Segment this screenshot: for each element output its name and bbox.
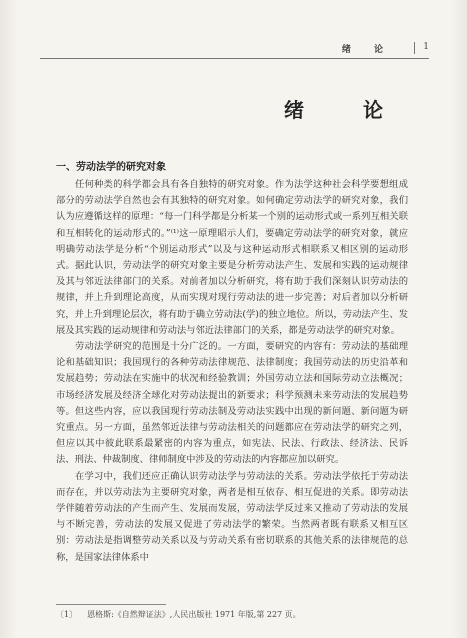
footnote-text: 恩格斯:《自然辩证法》,人民出版社 1971 年版,第 227 页。 (87, 610, 301, 619)
chapter-title: 绪 论 (284, 98, 409, 122)
footnote (56, 609, 416, 620)
footnote-divider (56, 604, 166, 605)
main-content (56, 160, 408, 566)
paragraph-3: 在学习中，我们还应正确认识劳动法学与劳动法的关系。劳动法学依托于劳动法而存在，并以劳动法为主要研究对象，两者是相互依存、相互促进的关系。即劳动法学伴随着劳动法的产生而产生、发展而发展，劳动法学反过来又推动了劳动法的发展与不断完善，劳动法的发展又促进了劳动法学的繁荣。当然两者既有联系又相互区别：劳动法是指调整劳动关系以及与劳动关系有密切联系的其他关系的法律规范的总称，是国家法律体系中 (56, 470, 408, 563)
paragraph-1: 任何种类的科学都会具有各自独特的研究对象。作为法学这种社会科学要想组成部分的劳动法学自然也会有其独特的研究对象。如何确定劳动法学的研究对象，我们认为应遵循这样的原理：“每一门科学都是分析某一个别的运动形式或一系列互相关联和互相转化的运动形式的。”⁽¹⁾这一原理昭示人们，要确定劳动法学的研究对象，就应明确劳动法学是分析“个别运动形式”以及与这种运动形式相联系又相区别的运动形式。据此认识，劳动法学的研究对象主要是分析劳动法产生、发展和实践的运动规律及其与邻近法律部门的关系。对前者加以分析研究，将有助于我们深刻认识劳动法的规律，并上升到理论高度，从而实现对现行劳动法的进一步完善；对后者加以分析研究，并上升到理论层次，将有助于确立劳动法(学)的独立地位。所以，劳动法产生、发展及其实践的运动规律和劳动法与邻近法律部门的关系，都是劳动法学的研究对象。 (56, 179, 408, 336)
running-head-title: 绪 论 (341, 45, 393, 55)
page-number: 1 (414, 42, 429, 54)
footnote-marker: 〔1〕 (56, 610, 78, 619)
paragraph-2: 劳动法学研究的范围是十分广泛的。一方面，要研究的内容有：劳动法的基础理论和基础知识；我国现行的各种劳动法律规范、法律制度；我国劳动法的历史沿革和发展趋势；劳动法在实施中的状况和经验教训；外国劳动立法和国际劳动立法概况；市场经济发展及经济全球化对劳动法提出的新要求；科学预测未来劳动法的发展趋势等。但这些内容，应以我国现行劳动法制及劳动法实践中出现的新问题、新问题为研究重点。另一方面，虽然邻近法律与劳动法相关的问题都应在劳动法学的研究之列，但应以其中彼此联系最紧密的内容为重点，如宪法、民法、行政法、经济法、民诉法、刑法、仲裁制度、律师制度中涉及的劳动法的内容都应加以研究。 (56, 341, 408, 466)
running-head (40, 44, 429, 59)
section-heading: 一、劳动法学的研究对象 (56, 162, 166, 173)
